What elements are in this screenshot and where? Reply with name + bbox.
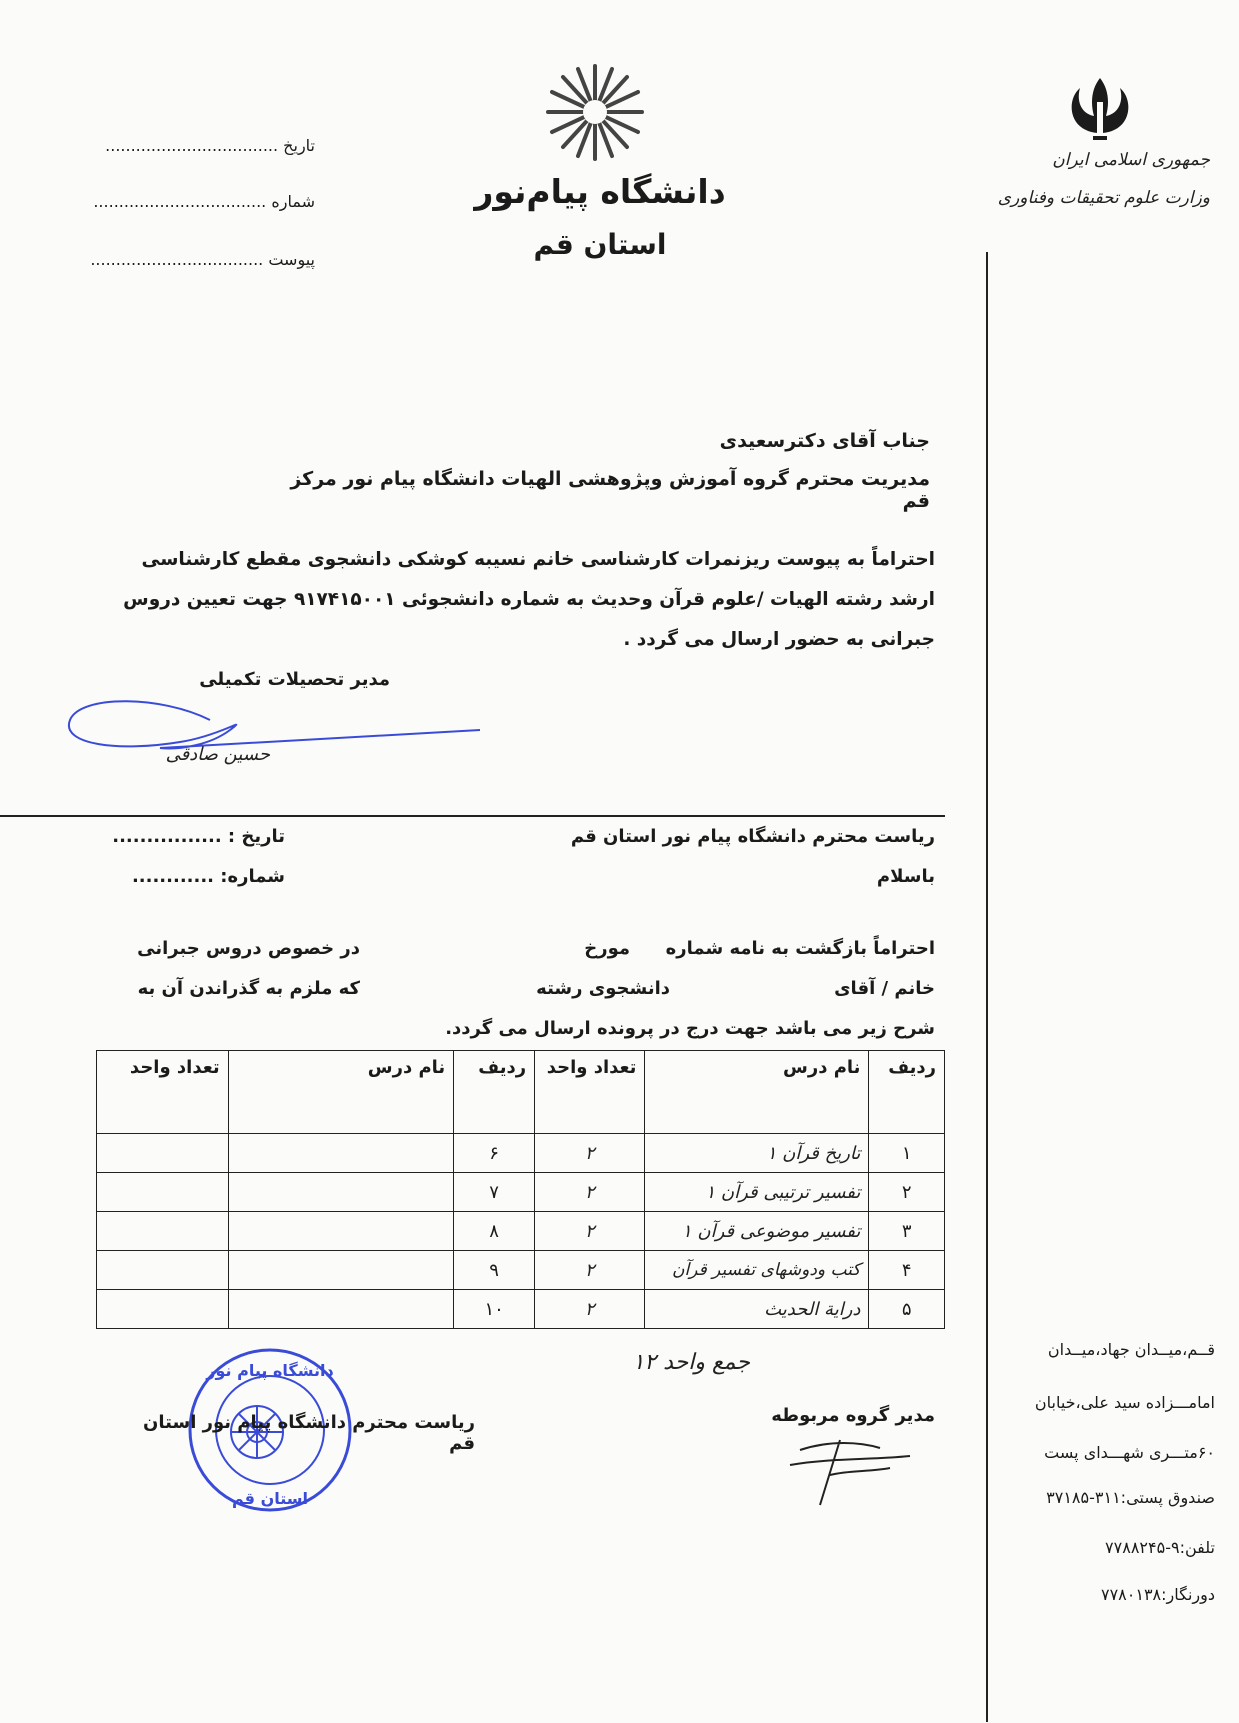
row-number: ۵ — [869, 1290, 945, 1329]
row-number: ۴ — [869, 1251, 945, 1290]
address-line: صندوق پستی:۳۱۱-۳۷۱۸۵ — [1046, 1488, 1215, 1507]
row-number: ۳ — [869, 1212, 945, 1251]
university-province: استان قم — [533, 228, 667, 261]
letter-addressee-role: مدیریت محترم گروه آموزش وپژوهشی الهیات دانشگاه پیام نور مرکز قم — [290, 468, 930, 512]
reply-line2-b: دانشجوی رشته — [536, 978, 670, 999]
course-units-2 — [97, 1173, 229, 1212]
course-name-2 — [228, 1173, 454, 1212]
address-line: تلفن:۹-۷۷۸۸۲۴۵ — [1105, 1538, 1215, 1557]
signatory-title: مدیر تحصیلات تکمیلی — [199, 669, 390, 690]
course-name-2 — [228, 1290, 454, 1329]
course-units-2 — [97, 1212, 229, 1251]
course-units-2 — [97, 1251, 229, 1290]
course-units: ۲ — [535, 1134, 645, 1173]
presidency-label: ریاست محترم دانشگاه پیام نور استان قم — [143, 1412, 475, 1454]
reply-greeting: باسلام — [876, 866, 935, 887]
reply-line3: شرح زیر می باشد جهت درج در پرونده ارسال می گردد. — [445, 1018, 935, 1039]
row-number: ۲ — [869, 1173, 945, 1212]
reply-line1-b: مورخ — [584, 938, 630, 959]
row-number-2: ۱۰ — [454, 1290, 535, 1329]
row-number-2: ۹ — [454, 1251, 535, 1290]
university-sunburst-icon — [540, 62, 650, 162]
course-units: ۲ — [535, 1251, 645, 1290]
header-attachment-field: پیوست .................................. — [90, 250, 315, 269]
group-manager-label: مدیر گروه مربوطه — [771, 1405, 935, 1426]
reply-line2-c: که ملزم به گذراندن آن به — [137, 978, 360, 999]
table-row — [97, 1251, 945, 1290]
reply-line1-a: احتراماً بازگشت به نامه شماره — [665, 938, 935, 959]
signatory-name: حسین صادقی — [165, 744, 270, 765]
header-date-field: تاریخ .................................. — [105, 136, 315, 155]
row-number: ۱ — [869, 1134, 945, 1173]
course-name: کتب ودوشهای تفسیر قرآن — [645, 1251, 869, 1290]
address-line: امامـــزاده سید علی،خیابان — [1034, 1393, 1215, 1412]
table-row — [97, 1173, 945, 1212]
courses-table — [96, 1050, 945, 1329]
course-units: ۲ — [535, 1173, 645, 1212]
address-line: دورنگار:۷۷۸۰۱۳۸ — [1100, 1585, 1215, 1604]
col-header-course-2: نام درس — [228, 1051, 454, 1134]
col-header-row: ردیف — [869, 1051, 945, 1134]
col-header-units: تعداد واحد — [535, 1051, 645, 1134]
row-number-2: ۶ — [454, 1134, 535, 1173]
table-row — [97, 1134, 945, 1173]
reply-date-field: تاریخ : ................ — [112, 826, 285, 847]
table-row — [97, 1212, 945, 1251]
row-number-2: ۸ — [454, 1212, 535, 1251]
course-units-2 — [97, 1290, 229, 1329]
reply-number-field: شماره: ............ — [131, 866, 285, 887]
col-header-course: نام درس — [645, 1051, 869, 1134]
course-name: درایة الحدیث — [645, 1290, 869, 1329]
university-name: دانشگاه پیام‌نور — [474, 172, 726, 211]
side-divider — [986, 252, 988, 1722]
address-line: ۶۰متـــری شهـــدای پست — [1044, 1443, 1215, 1462]
ministry-emblem-icon — [1060, 72, 1140, 142]
letter-addressee: جناب آقای دکترسعیدی — [719, 430, 930, 452]
course-name: تفسیر ترتیبی قرآن ۱ — [645, 1173, 869, 1212]
table-header-row — [97, 1051, 945, 1134]
course-name: تاریخ قرآن ۱ — [645, 1134, 869, 1173]
letter-body: احتراماً به پیوست ریزنمرات کارشناسی خانم نسیبه کوشکی دانشجوی مقطع کارشناسی ارشد رشته الهیات /علوم قرآن وحدیث به شماره دانشجوئی ۹۱۷۴۱۵۰۰۱ جهت تعیین دروس جبرانی به حضور ارسال می گردد . — [123, 549, 935, 650]
row-number-2: ۷ — [454, 1173, 535, 1212]
course-units: ۲ — [535, 1290, 645, 1329]
reply-line2-a: خانم / آقای — [834, 978, 935, 999]
svg-text:دانشگاه پیام نور: دانشگاه پیام نور — [206, 1361, 334, 1380]
course-units: ۲ — [535, 1212, 645, 1251]
col-header-units-2: تعداد واحد — [97, 1051, 229, 1134]
address-line: قــم،میــدان جهاد،میــدان — [1047, 1340, 1215, 1359]
course-name: تفسیر موضوعی قرآن ۱ — [645, 1212, 869, 1251]
total-units-note: جمع واحد ۱۲ — [632, 1350, 750, 1375]
course-name-2 — [228, 1134, 454, 1173]
table-row — [97, 1290, 945, 1329]
course-name-2 — [228, 1251, 454, 1290]
header-number-field: شماره .................................. — [93, 192, 315, 211]
svg-text:استان قم: استان قم — [231, 1489, 309, 1508]
reply-line1-c: در خصوص دروس جبرانی — [137, 938, 360, 959]
course-name-2 — [228, 1212, 454, 1251]
course-units-2 — [97, 1134, 229, 1173]
ministry-line1: جمهوری اسلامی ایران — [1052, 150, 1210, 170]
col-header-row-2: ردیف — [454, 1051, 535, 1134]
section-divider — [0, 815, 945, 817]
reply-addressee: ریاست محترم دانشگاه پیام نور استان قم — [570, 826, 935, 847]
ministry-line2: وزارت علوم تحقیقات وفناوری — [997, 188, 1210, 208]
group-manager-signature — [770, 1420, 920, 1510]
